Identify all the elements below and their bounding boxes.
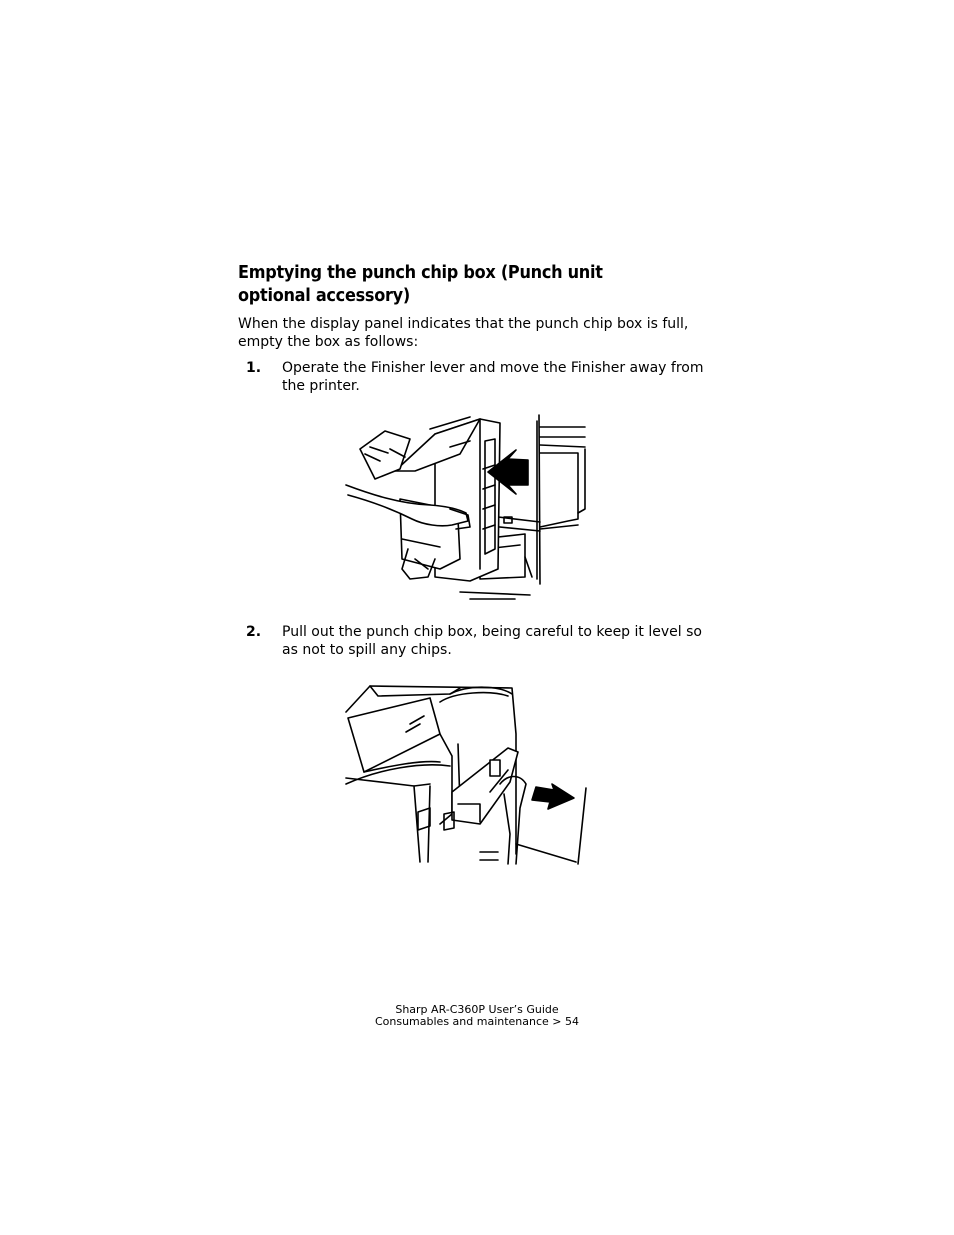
finisher-move-illustration — [340, 409, 592, 602]
step-1-text: Operate the Finisher lever and move the Finisher away from the printer. — [282, 360, 704, 394]
footer-guide-title: Sharp AR-C360P User’s Guide — [395, 1003, 559, 1016]
section-heading: Emptying the punch chip box (Punch unit optional accessory) — [238, 263, 603, 306]
intro-paragraph: When the display panel indicates that the punch chip box is full, empty the box as follows: — [238, 316, 689, 350]
step-1-number: 1. — [246, 360, 262, 376]
footer-section-page: Consumables and maintenance > 54 — [374, 1015, 580, 1028]
step-2-text: Pull out the punch chip box, being careful to keep it level so as not to spill any chips. — [282, 624, 702, 658]
step-2-number: 2. — [246, 624, 262, 640]
punch-chip-box-illustration — [340, 674, 592, 868]
